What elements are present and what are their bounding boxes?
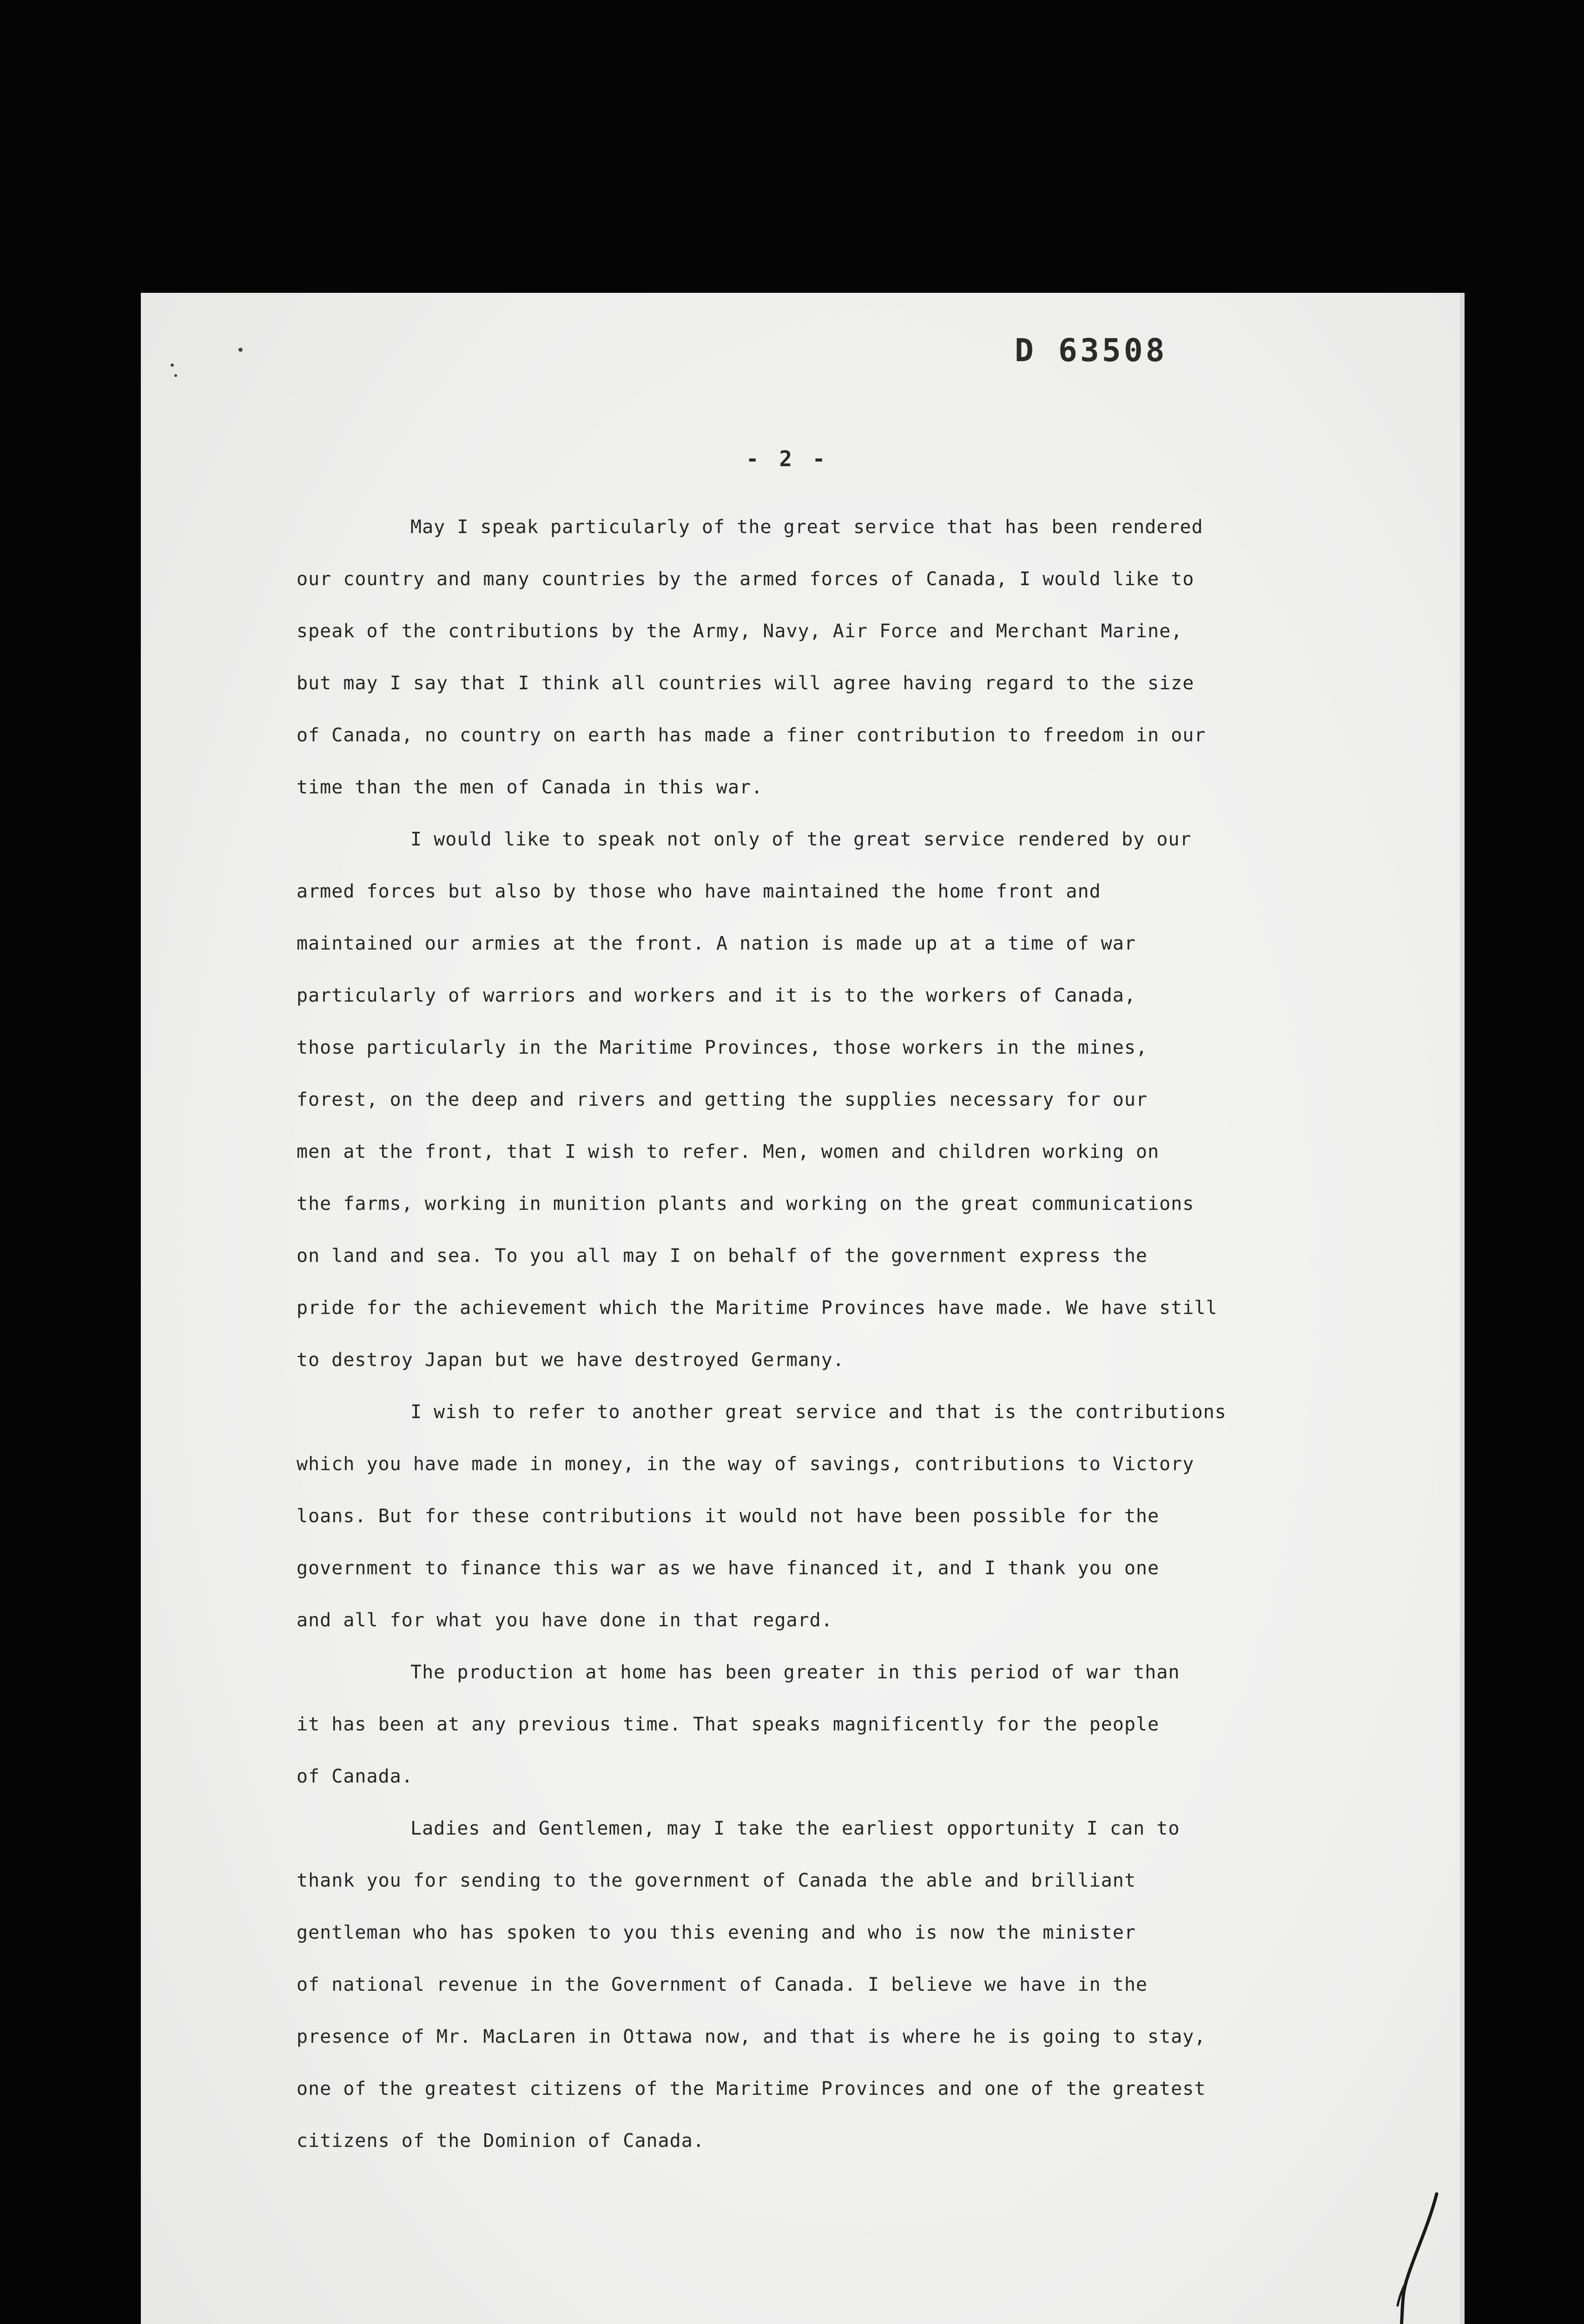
text-line: gentleman who has spoken to you this evening and who is now the minister [297, 1922, 1136, 1943]
text-line: The production at home has been greater in this period of war than [410, 1662, 1180, 1683]
text-line: Ladies and Gentlemen, may I take the earliest opportunity I can to [410, 1818, 1180, 1839]
text-line: to destroy Japan but we have destroyed Germany. [297, 1349, 845, 1371]
text-line: it has been at any previous time. That speaks magnificently for the people [297, 1714, 1160, 1735]
text-line: on land and sea. To you all may I on behalf of the government express the [297, 1245, 1148, 1267]
text-line: loans. But for these contributions it would not have been possible for the [297, 1505, 1160, 1527]
text-line: the farms, working in munition plants and working on the great communications [297, 1193, 1195, 1215]
margin-speck [238, 348, 243, 352]
text-line: presence of Mr. MacLaren in Ottawa now, and that is where he is going to stay, [297, 2026, 1206, 2047]
text-line: which you have made in money, in the way of savings, contributions to Victory [297, 1453, 1195, 1475]
text-line: maintained our armies at the front. A nation is made up at a time of war [297, 933, 1136, 954]
text-line: those particularly in the Maritime Provinces, those workers in the mines, [297, 1037, 1148, 1058]
margin-speck [171, 363, 174, 367]
text-line: speak of the contributions by the Army, Navy, Air Force and Merchant Marine, [297, 621, 1183, 642]
text-line: forest, on the deep and rivers and getting the supplies necessary for our [297, 1089, 1148, 1110]
text-line: of Canada. [297, 1766, 413, 1787]
text-line: May I speak particularly of the great service that has been rendered [410, 516, 1203, 538]
text-line: I wish to refer to another great service and that is the contributions [410, 1401, 1227, 1423]
document-page [141, 293, 1465, 2324]
text-line: government to finance this war as we have financed it, and I thank you one [297, 1558, 1160, 1579]
typed-letter-body [297, 501, 1366, 2167]
pen-mark [1377, 2189, 1442, 2324]
text-line: particularly of warriors and workers and it is to the workers of Canada, [297, 985, 1136, 1006]
text-line: armed forces but also by those who have maintained the home front and [297, 881, 1101, 902]
text-line: of Canada, no country on earth has made a finer contribution to freedom in our [297, 725, 1206, 746]
text-line: pride for the achievement which the Maritime Provinces have made. We have still [297, 1297, 1218, 1319]
text-line: time than the men of Canada in this war. [297, 777, 763, 798]
text-line: citizens of the Dominion of Canada. [297, 2130, 705, 2152]
text-line: thank you for sending to the government of Canada the able and brilliant [297, 1870, 1136, 1891]
text-line: men at the front, that I wish to refer. Men, women and children working on [297, 1141, 1160, 1162]
document-reference-number: D 63508 [1015, 332, 1168, 369]
text-line: and all for what you have done in that regard. [297, 1610, 833, 1631]
page-number: - 2 - [746, 446, 829, 471]
margin-speck [174, 374, 177, 377]
text-line: I would like to speak not only of the great service rendered by our [410, 829, 1192, 850]
text-line: of national revenue in the Government of Canada. I believe we have in the [297, 1974, 1148, 1995]
text-line: our country and many countries by the armed forces of Canada, I would like to [297, 568, 1195, 590]
text-line: but may I say that I think all countries will agree having regard to the size [297, 673, 1195, 694]
text-line: one of the greatest citizens of the Maritime Provinces and one of the greatest [297, 2078, 1206, 2100]
